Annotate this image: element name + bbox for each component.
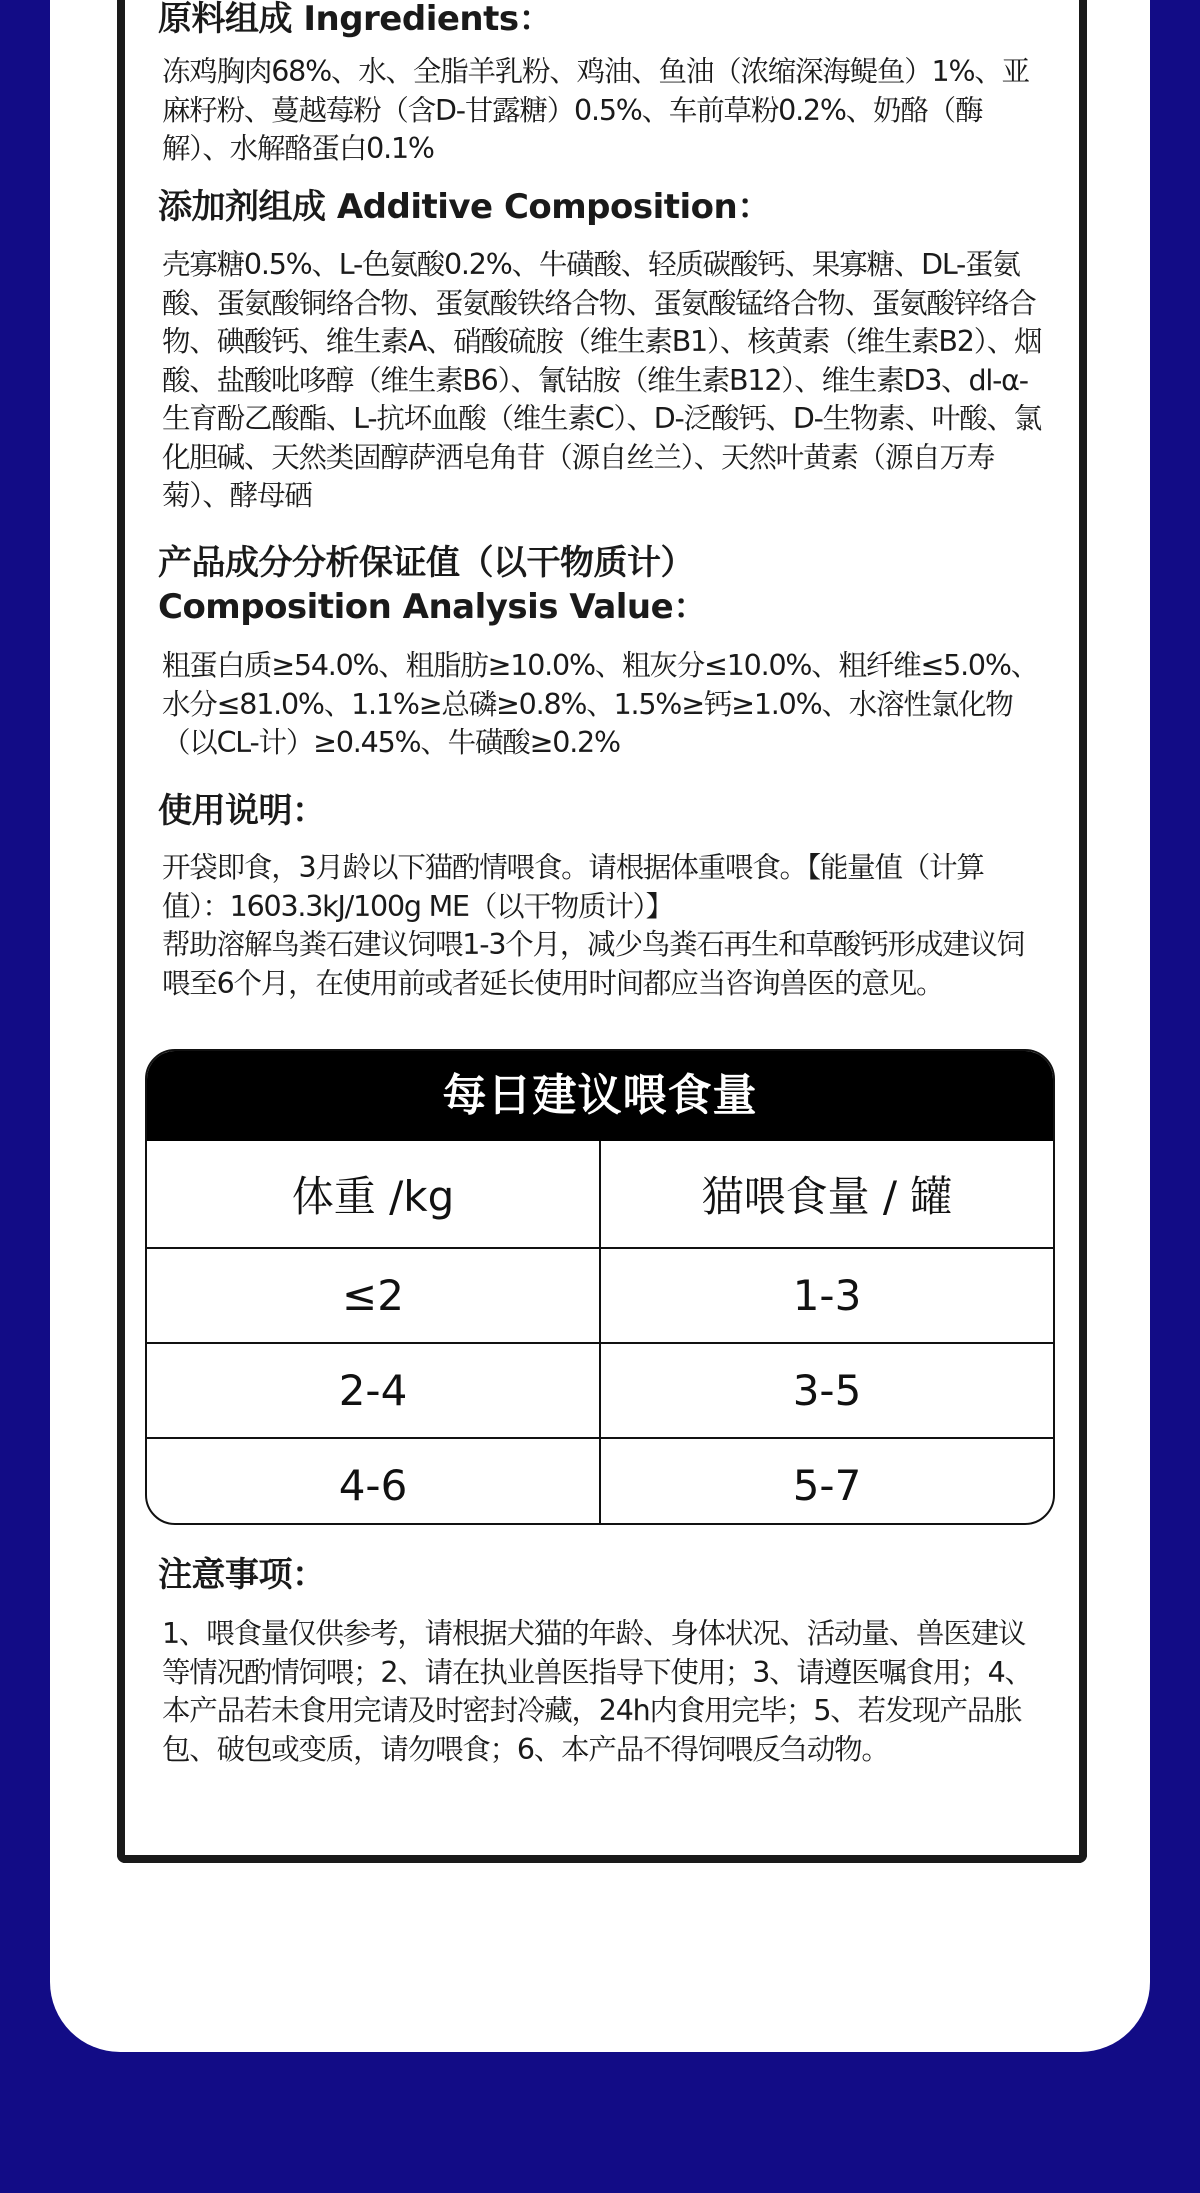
col-header-amount: 猫喂食量 / 罐 bbox=[600, 1141, 1053, 1248]
feeding-header-row bbox=[147, 1141, 1053, 1248]
weight-cell: ≤2 bbox=[147, 1248, 600, 1343]
feeding-table-title: 每日建议喂食量 bbox=[147, 1051, 1053, 1141]
usage-heading: 使用说明： bbox=[158, 791, 326, 831]
amount-cell: 1-3 bbox=[600, 1248, 1053, 1343]
analysis-heading-line2: Composition Analysis Value： bbox=[158, 587, 707, 627]
table-row bbox=[147, 1248, 1053, 1343]
feeding-table-grid bbox=[147, 1141, 1053, 1525]
weight-cell: 4-6 bbox=[147, 1438, 600, 1525]
additives-text: 壳寡糖0.5%、L-色氨酸0.2%、牛磺酸、轻质碳酸钙、果寡糖、DL-蛋氨酸、蛋氨酸铜络合物、蛋氨酸铁络合物、蛋氨酸锰络合物、蛋氨酸锌络合物、碘酸钙、维生素A、硝酸硫胺（维生素B1）、核黄素（维生素B2）、烟酸、盐酸吡哆醇（维生素B6）、氰钴胺（维生素B12）、维生素D3、dl-α-生育酚乙酸酯、L-抗坏血酸（维生素C）、D-泛酸钙、D-生物素、叶酸、氯化胆碱、天然类固醇萨洒皂角苷（源自丝兰）、天然叶黄素（源自万寿菊）、酵母硒 bbox=[162, 248, 1042, 512]
amount-cell: 5-7 bbox=[792, 1461, 862, 1510]
notes-text: 1、喂食量仅供参考，请根据犬猫的年龄、身体状况、活动量、兽医建议等情况酌情饲喂；2、请在执业兽医指导下使用；3、请遵医嘱食用；4、本产品若未食用完请及时密封冷藏，24h内食用完毕；5、若发现产品胀包、破包或变质，请勿喂食；6、本产品不得饲喂反刍动物。 bbox=[162, 1617, 1032, 1766]
ingredients-heading: 原料组成 Ingredients： bbox=[158, 0, 553, 39]
usage-text-2: 帮助溶解鸟粪石建议饲喂1-3个月，减少鸟粪石再生和草酸钙形成建议饲喂至6个月，在使用前或者延长使用时间都应当咨询兽医的意见。 bbox=[162, 928, 1024, 1000]
weight-cell: 2-4 bbox=[147, 1343, 600, 1438]
analysis-heading-line1: 产品成分分析保证值（以干物质计） bbox=[158, 543, 694, 583]
feeding-table bbox=[145, 1049, 1055, 1525]
analysis-text: 粗蛋白质≥54.0%、粗脂肪≥10.0%、粗灰分≤10.0%、粗纤维≤5.0%、水分≤81.0%、1.1%≥总磷≥0.8%、1.5%≥钙≥1.0%、水溶性氯化物（以CL-计）≥0.45%、牛磺酸≥0.2% bbox=[162, 649, 1039, 759]
table-row bbox=[147, 1438, 1053, 1525]
notes-heading: 注意事项： bbox=[158, 1555, 326, 1595]
ingredients-text: 冻鸡胸肉68%、水、全脂羊乳粉、鸡油、鱼油（浓缩深海鳀鱼）1%、亚麻籽粉、蔓越莓粉（含D-甘露糖）0.5%、车前草粉0.2%、奶酪（酶解）、水解酪蛋白0.1% bbox=[162, 55, 1029, 165]
additives-heading: 添加剂组成 Additive Composition： bbox=[158, 187, 771, 227]
amount-cell: 3-5 bbox=[600, 1343, 1053, 1438]
table-row bbox=[147, 1343, 1053, 1438]
usage-text-1: 开袋即食，3月龄以下猫酌情喂食。请根据体重喂食。【能量值（计算值）：1603.3kJ/100g ME（以干物质计）】 bbox=[162, 851, 984, 923]
col-header-weight: 体重 /kg bbox=[147, 1141, 600, 1248]
